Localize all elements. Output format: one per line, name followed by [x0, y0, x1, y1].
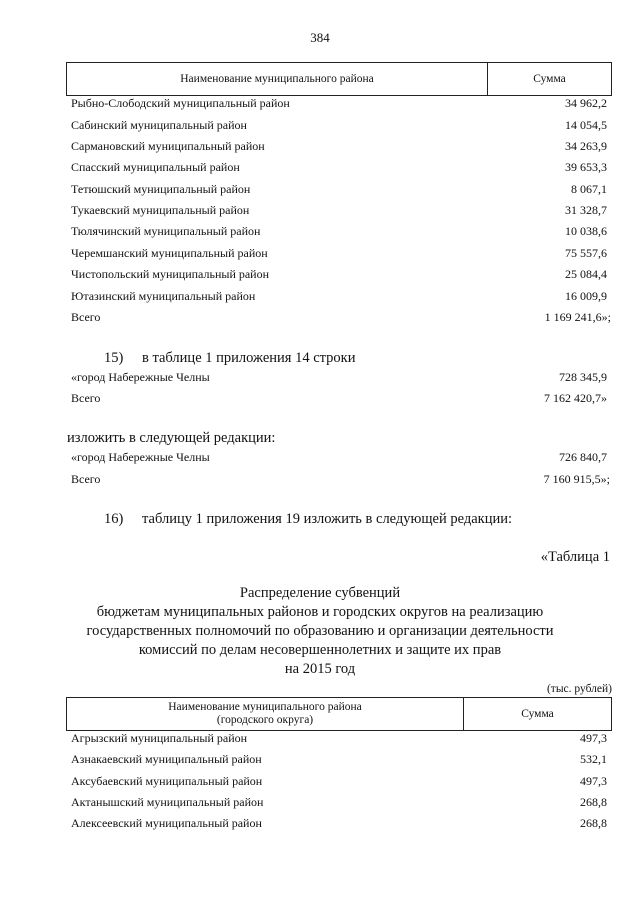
- table-row: [71, 137, 607, 155]
- row-value: 14 054,5: [565, 117, 607, 132]
- row-name: Всего: [71, 471, 101, 486]
- row-value: 497,3: [580, 773, 607, 788]
- row-value: 726 840,7: [559, 449, 607, 464]
- row-name: Всего: [71, 309, 101, 324]
- table-row: [71, 287, 607, 305]
- table-row: [71, 180, 607, 198]
- row-value: 268,8: [580, 794, 607, 809]
- table-row: [71, 158, 607, 176]
- row-value: 39 653,3: [565, 159, 607, 174]
- table-row: [71, 116, 607, 134]
- table-row: [71, 750, 607, 768]
- table1-header-name: Наименование муниципального района: [67, 63, 488, 95]
- row-value: 25 084,4: [565, 266, 607, 281]
- row-value: 728 345,9: [559, 369, 607, 384]
- row-name: Спасский муниципальный район: [71, 159, 240, 174]
- row-name: Сармановский муниципальный район: [71, 138, 265, 153]
- units-label: (тыс. рублей): [546, 683, 612, 695]
- item15-text: в таблице 1 приложения 14 строки: [142, 350, 356, 366]
- row-name: Актанышский муниципальный район: [71, 794, 264, 809]
- row-value: 497,3: [580, 730, 607, 745]
- row-name: Чистопольский муниципальный район: [71, 266, 270, 281]
- row-value: 16 009,9: [565, 288, 607, 303]
- table-row: [71, 793, 607, 811]
- table-row: [71, 94, 607, 112]
- row-name: Всего: [71, 390, 101, 405]
- page-number: 384: [310, 30, 330, 45]
- table-row: [71, 222, 607, 240]
- row-name: «город Набережные Челны: [71, 369, 210, 384]
- row-value: 75 557,6: [565, 245, 607, 260]
- item15-number: 15): [104, 350, 124, 366]
- table2-header-sum: Сумма: [521, 708, 554, 720]
- table-row-total: [71, 389, 607, 407]
- row-value: 268,8: [580, 815, 607, 830]
- row-name: Тукаевский муниципальный район: [71, 202, 250, 217]
- row-value: 1 169 241,6»;: [544, 309, 611, 324]
- row-name: Тюлячинский муниципальный район: [71, 223, 261, 238]
- row-name: Алексеевский муниципальный район: [71, 815, 262, 830]
- table2-header: [66, 697, 612, 731]
- title-line: Распределение субвенций: [239, 585, 401, 601]
- row-name: Сабинский муниципальный район: [71, 117, 247, 132]
- table-row: [71, 265, 607, 283]
- table-row-total: [71, 308, 611, 326]
- title-line: бюджетам муниципальных районов и городских округов на реализацию: [96, 604, 544, 620]
- table-row: [71, 448, 607, 466]
- title-line: комиссий по делам несовершеннолетних и защите их прав: [138, 642, 502, 658]
- table-row: [71, 368, 607, 386]
- item16-text: таблицу 1 приложения 19 изложить в следующей редакции:: [142, 511, 513, 527]
- table-row: [71, 201, 607, 219]
- title-line: на 2015 год: [284, 661, 356, 677]
- table-row: [71, 729, 607, 747]
- table2-header-name-line2: (городского округа): [216, 714, 314, 726]
- row-value: 532,1: [580, 751, 607, 766]
- table-row: [71, 772, 607, 790]
- table1-header-sum: Сумма: [533, 73, 566, 85]
- row-value: 31 328,7: [565, 202, 607, 217]
- replace-text: изложить в следующей редакции:: [67, 430, 276, 446]
- row-value: 34 962,2: [565, 95, 607, 110]
- table2-header-name: [67, 698, 464, 730]
- row-name: Ютазинский муниципальный район: [71, 288, 256, 303]
- row-value: 8 067,1: [571, 181, 607, 196]
- row-value: 10 038,6: [565, 223, 607, 238]
- table-row-total: [71, 470, 610, 488]
- row-name: Аксубаевский муниципальный район: [71, 773, 263, 788]
- row-value: 34 263,9: [565, 138, 607, 153]
- row-name: «город Набережные Челны: [71, 449, 210, 464]
- row-name: Рыбно-Слободский муниципальный район: [71, 95, 290, 110]
- table-row: [71, 814, 607, 832]
- row-name: Агрызский муниципальный район: [71, 730, 248, 745]
- item16-number: 16): [104, 511, 124, 527]
- table-label: «Таблица 1: [540, 549, 610, 565]
- row-value: 7 162 420,7»: [544, 390, 607, 405]
- title-line: государственных полномочий по образованию и организации деятельности: [86, 623, 554, 639]
- table1-header: [66, 62, 612, 96]
- row-name: Черемшанский муниципальный район: [71, 245, 268, 260]
- table2-header-name-line1: Наименование муниципального района: [168, 701, 362, 713]
- row-name: Азнакаевский муниципальный район: [71, 751, 262, 766]
- row-name: Тетюшский муниципальный район: [71, 181, 251, 196]
- table-row: [71, 244, 607, 262]
- row-value: 7 160 915,5»;: [543, 471, 610, 486]
